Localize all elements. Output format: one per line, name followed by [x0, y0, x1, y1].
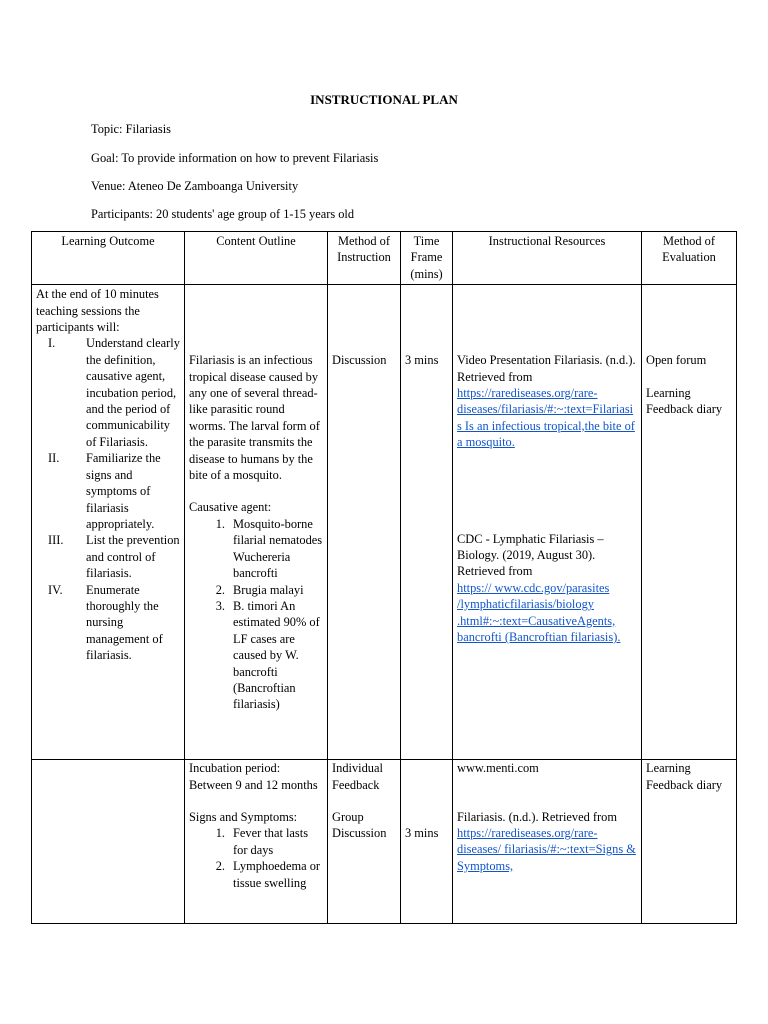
- table-header-row: [32, 232, 737, 285]
- header-learning-outcome: Learning Outcome: [32, 232, 185, 285]
- time-frame-cell: [401, 760, 453, 924]
- time-text: 3 mins: [405, 826, 439, 841]
- list-item: IV. Enumerate thoroughly the nursing management of filariasis.: [48, 582, 163, 663]
- resources-cell: [453, 285, 642, 760]
- method-group-discussion: Group Discussion: [332, 810, 387, 841]
- list-item: I. Understand clearly the definition, causative agent, incubation period, and the period of communicability of Filariasis.: [48, 336, 180, 449]
- list-item: 3. B. timori An estimated 90% of LF cases are caused by W. bancrofti (Bancroftian filariasis): [215, 598, 320, 712]
- resource-menti: www.menti.com: [457, 761, 539, 776]
- list-item: III. List the prevention and control of filariasis.: [48, 533, 180, 581]
- participants-line: Participants: 20 students' age group of 1-15 years old: [91, 207, 355, 221]
- header-time-frame: Time Frame (mins): [401, 232, 453, 285]
- signs-list: [189, 825, 323, 891]
- method-text: Discussion: [332, 353, 387, 368]
- header-method-instruction: Method of Instruction: [328, 232, 401, 285]
- resource-cdc-link[interactable]: https:// www.cdc.gov/parasites /lymphaticfilariasis/biology .html#:~:text=CausativeAgents, bancrofti (Bancroftian filariasis).: [457, 580, 621, 645]
- evaluation-cell: [642, 760, 737, 924]
- table-row: [32, 760, 737, 924]
- resource-rare-text: Filariasis. (n.d.). Retrieved from: [457, 809, 618, 824]
- evaluation-cell: [642, 285, 737, 760]
- time-text: 3 mins: [405, 353, 439, 368]
- resources-cell: [453, 760, 642, 924]
- table-row: [32, 285, 737, 760]
- list-item: 1. Mosquito-borne filarial nematodes Wuchereria bancrofti: [215, 516, 323, 581]
- topic-line: Topic: Filariasis: [91, 122, 172, 136]
- method-instruction-cell: [328, 760, 401, 924]
- resource-cdc-text: CDC - Lymphatic Filariasis – Biology. (2019, August 30). Retrieved from: [457, 531, 604, 579]
- learning-outcome-cell-empty: [32, 760, 185, 924]
- learning-outcome-cell: [32, 285, 185, 760]
- causative-agent-heading: Causative agent:: [189, 500, 272, 515]
- incubation-period: Incubation period: Between 9 and 12 months: [189, 761, 318, 792]
- content-definition: Filariasis is an infectious tropical disease caused by any one of several thread-like parasitic round worms. The larval form of the parasite transmits the disease to humans by the bite of a mosquito.: [189, 353, 320, 483]
- evaluation-feedback-diary: Learning Feedback diary: [646, 761, 723, 792]
- instructional-plan-table: [31, 231, 737, 924]
- resource-video-text: Video Presentation Filariasis. (n.d.). Retrieved from: [457, 353, 636, 384]
- header-content-outline: Content Outline: [185, 232, 328, 285]
- header-evaluation: Method of Evaluation: [642, 232, 737, 285]
- content-outline-cell: [185, 285, 328, 760]
- method-instruction-cell: [328, 285, 401, 760]
- evaluation-feedback-diary: Learning Feedback diary: [646, 385, 723, 417]
- goal-line: Goal: To provide information on how to prevent Filariasis: [91, 151, 379, 165]
- method-individual-feedback: Individual Feedback: [332, 761, 383, 792]
- list-item: II. Familiarize the signs and symptoms of filariasis appropriately.: [48, 451, 161, 531]
- causative-agent-list: [189, 516, 323, 713]
- page-title: INSTRUCTIONAL PLAN: [310, 92, 458, 107]
- list-item: 2. Brugia malayi: [215, 582, 304, 597]
- venue-line: Venue: Ateneo De Zamboanga University: [91, 179, 299, 193]
- evaluation-open-forum: Open forum: [646, 353, 707, 368]
- outcome-intro: At the end of 10 minutes teaching sessions the participants will:: [36, 287, 159, 335]
- signs-heading: Signs and Symptoms:: [189, 810, 298, 825]
- resource-video-link[interactable]: https://rarediseases.org/rare-diseases/filariasis/#:~:text=Filariasis Is an infectious tropical,the bite of a mosquito.: [457, 386, 635, 450]
- time-frame-cell: [401, 285, 453, 760]
- header-resources: Instructional Resources: [453, 232, 642, 285]
- list-item: 2. Lymphoedema or tissue swelling: [215, 859, 321, 890]
- content-outline-cell: [185, 760, 328, 924]
- list-item: 1. Fever that lasts for days: [215, 826, 309, 857]
- resource-rare-link[interactable]: https://rarediseases.org/rare-diseases/ filariasis/#:~:text=Signs & Symptoms,: [457, 826, 636, 873]
- outcome-list: [36, 335, 180, 663]
